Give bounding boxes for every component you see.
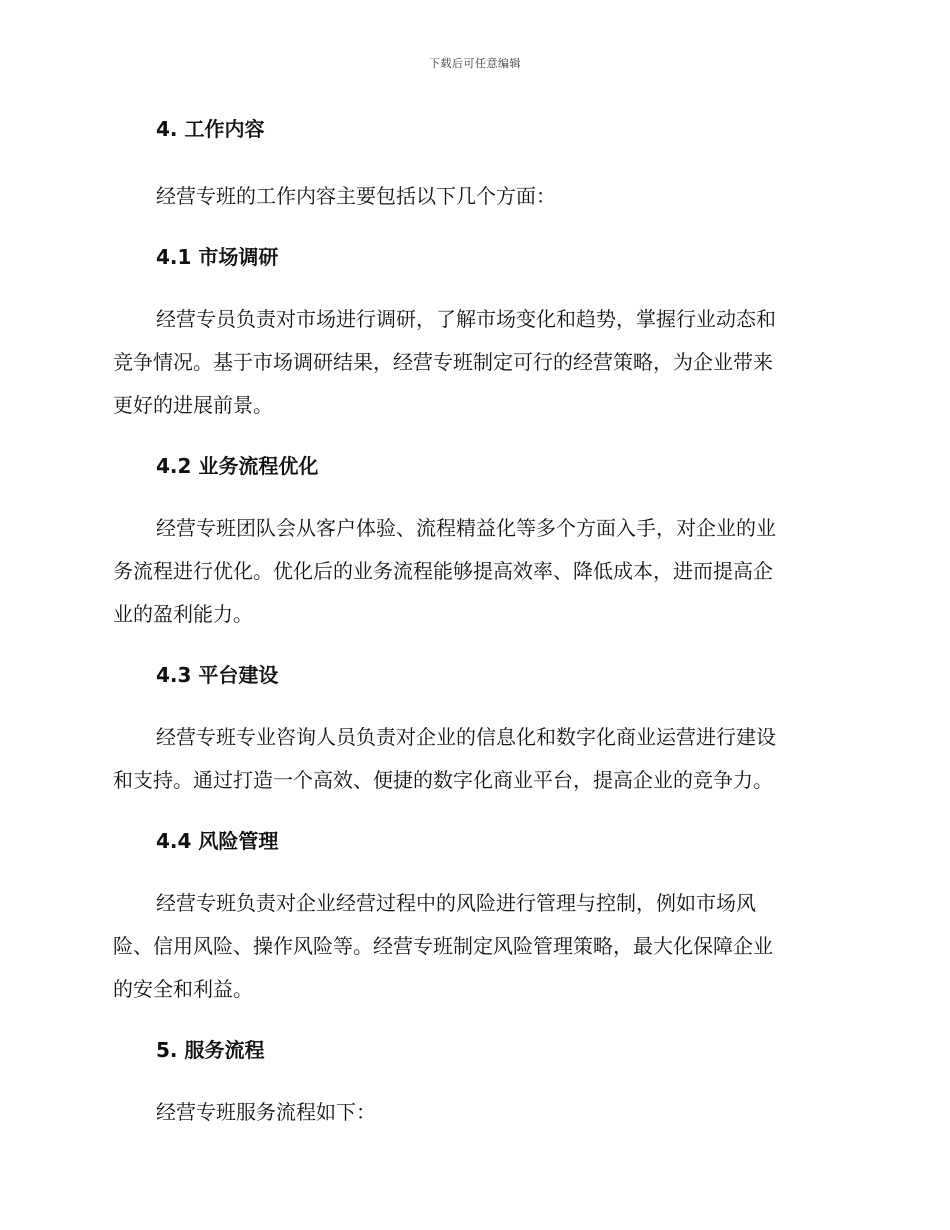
paragraph-process-optimization [113,507,831,636]
section-heading-5: 5. 服务流程 [156,1038,265,1062]
paragraph-risk-management [113,882,831,1011]
paragraph-line: 的安全和利益。 [113,977,253,1001]
paragraph-service-process [113,1091,831,1134]
paragraph-line: 经营专班专业咨询人员负责对企业的信息化和数字化商业运营进行建设 [156,725,776,749]
paragraph-intro [113,175,831,218]
paragraph-line: 险、信用风险、操作风险等。经营专班制定风险管理策略，最大化保障企业 [113,934,773,958]
document-body [113,114,831,1134]
paragraph-line: 竞争情况。基于市场调研结果，经营专班制定可行的经营策略，为企业带来 [113,350,773,374]
paragraph-line: 业的盈利能力。 [113,602,253,626]
paragraph-market-research [113,298,831,427]
paragraph-line: 经营专班服务流程如下： [156,1100,376,1124]
paragraph-line: 经营专班团队会从客户体验、流程精益化等多个方面入手，对企业的业 [156,516,776,540]
paragraph-platform-building [113,716,831,802]
page-header: 下载后可任意编辑 [429,57,521,70]
paragraph-line: 经营专员负责对市场进行调研，了解市场变化和趋势，掌握行业动态和 [156,307,776,331]
section-heading-4-2: 4.2 业务流程优化 [156,454,319,478]
paragraph-line: 更好的进展前景。 [113,393,273,417]
paragraph-line: 经营专班负责对企业经营过程中的风险进行管理与控制，例如市场风 [156,891,756,915]
section-heading-4-3: 4.3 平台建设 [156,663,279,687]
section-heading-4-1: 4.1 市场调研 [156,245,279,269]
paragraph-line: 经营专班的工作内容主要包括以下几个方面： [156,184,556,208]
paragraph-line: 和支持。通过打造一个高效、便捷的数字化商业平台，提高企业的竞争力。 [113,768,773,792]
section-heading-4: 4. 工作内容 [156,117,265,141]
paragraph-line: 务流程进行优化。优化后的业务流程能够提高效率、降低成本，进而提高企 [113,559,773,583]
section-heading-4-4: 4.4 风险管理 [156,829,279,853]
